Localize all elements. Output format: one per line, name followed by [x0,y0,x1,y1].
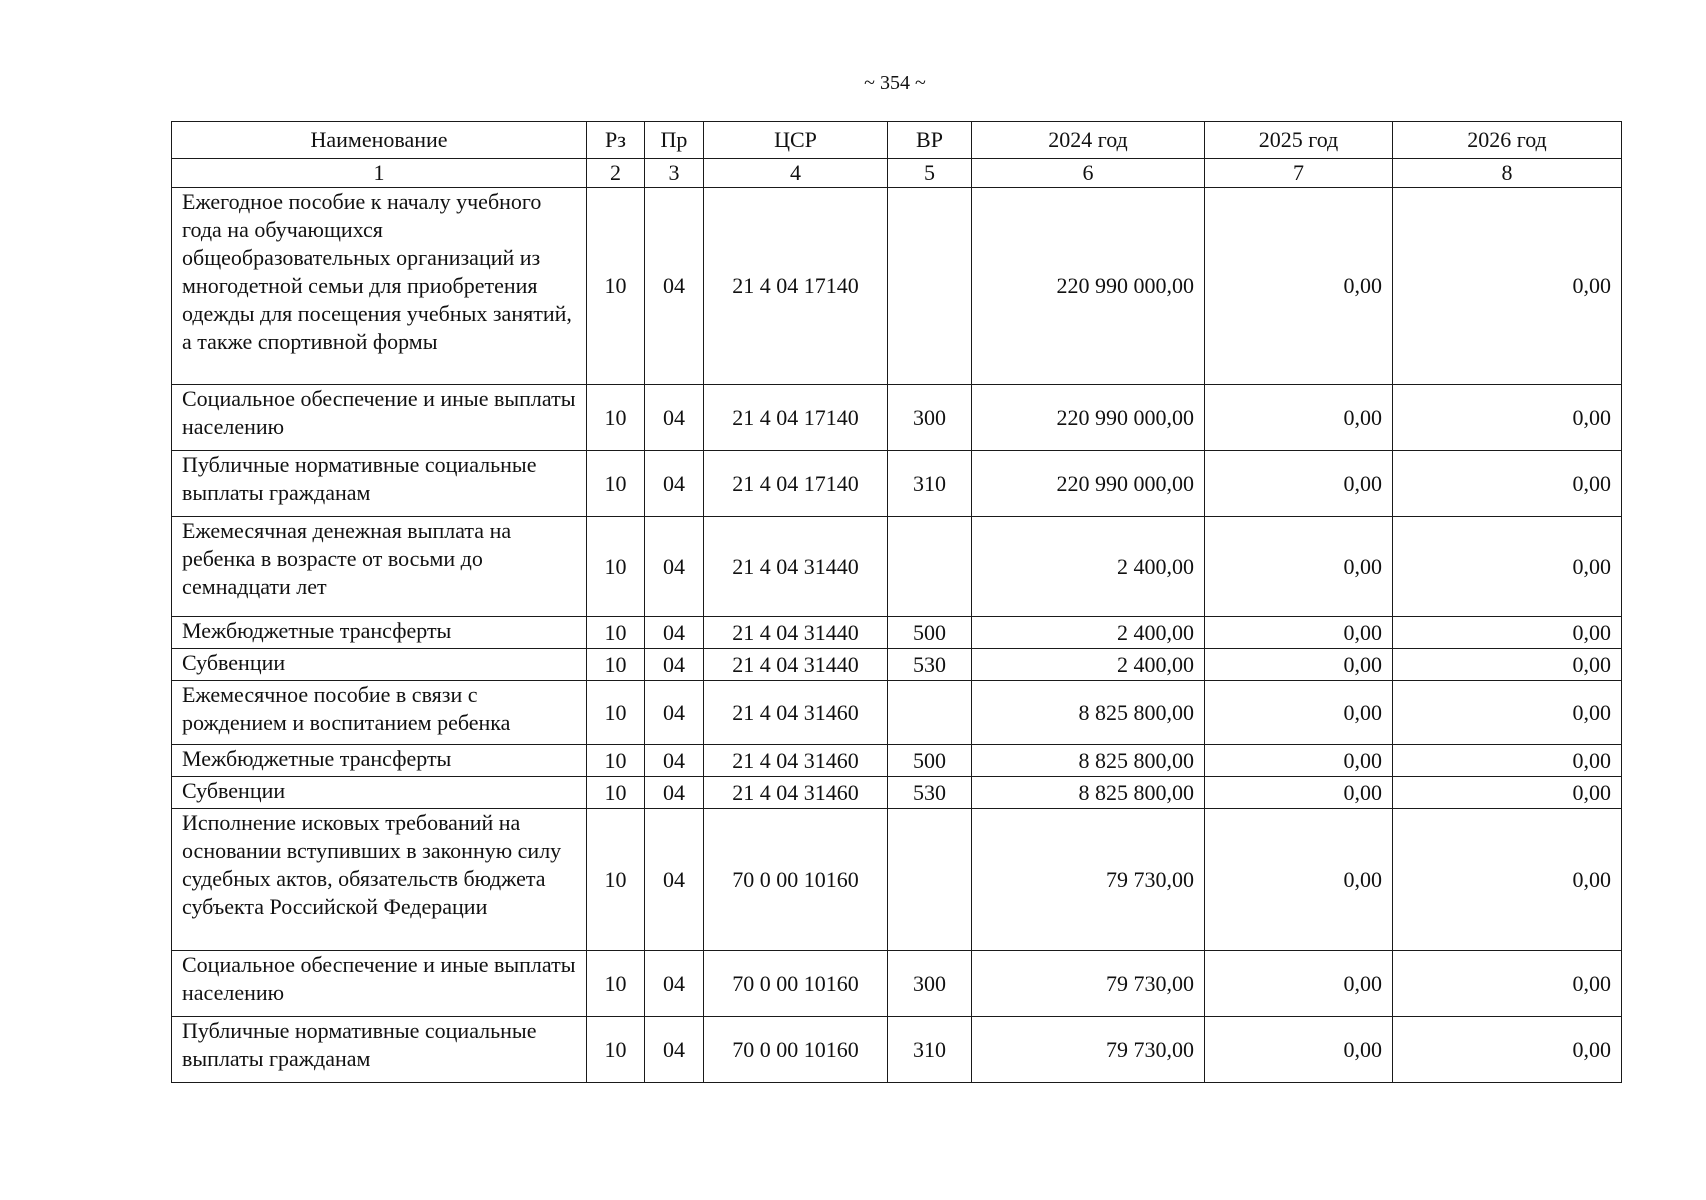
row-2024: 2 400,00 [972,649,1205,681]
row-2025: 0,00 [1205,385,1393,451]
row-rz: 10 [587,777,645,809]
row-name: Публичные нормативные социальные выплаты гражданам [172,451,587,517]
row-pr: 04 [645,188,704,385]
table-row [172,385,1622,451]
row-2026: 0,00 [1393,385,1622,451]
row-2026: 0,00 [1393,951,1622,1017]
row-2025: 0,00 [1205,745,1393,777]
row-pr: 04 [645,1017,704,1083]
column-number: 6 [972,159,1205,188]
row-csr: 21 4 04 31460 [704,681,888,745]
column-number: 3 [645,159,704,188]
row-pr: 04 [645,777,704,809]
row-rz: 10 [587,617,645,649]
table-row [172,517,1622,617]
row-2026: 0,00 [1393,649,1622,681]
row-vr: 310 [888,451,972,517]
header-name: Наименование [172,122,587,159]
row-csr: 21 4 04 31440 [704,517,888,617]
row-2026: 0,00 [1393,188,1622,385]
row-vr [888,809,972,951]
row-csr: 70 0 00 10160 [704,809,888,951]
row-rz: 10 [587,649,645,681]
row-vr: 310 [888,1017,972,1083]
row-2025: 0,00 [1205,188,1393,385]
header-2026: 2026 год [1393,122,1622,159]
row-rz: 10 [587,385,645,451]
row-2024: 220 990 000,00 [972,451,1205,517]
table-row [172,951,1622,1017]
column-number: 2 [587,159,645,188]
row-2026: 0,00 [1393,745,1622,777]
row-rz: 10 [587,451,645,517]
table-row [172,777,1622,809]
column-number: 4 [704,159,888,188]
row-pr: 04 [645,809,704,951]
table-row [172,451,1622,517]
row-vr: 530 [888,777,972,809]
row-rz: 10 [587,681,645,745]
row-vr: 500 [888,745,972,777]
row-csr: 21 4 04 17140 [704,385,888,451]
row-name: Субвенции [172,777,587,809]
row-2026: 0,00 [1393,777,1622,809]
page-number: ~ 354 ~ [864,72,926,94]
row-2026: 0,00 [1393,517,1622,617]
row-2025: 0,00 [1205,951,1393,1017]
row-pr: 04 [645,649,704,681]
header-rz: Рз [587,122,645,159]
row-name: Социальное обеспечение и иные выплаты населению [172,385,587,451]
row-name: Ежегодное пособие к началу учебного года на обучающихся общеобразовательных организаций из многодетной семьи для приобретения одежды для посещения учебных занятий, а также спортивной формы [172,188,587,385]
row-pr: 04 [645,385,704,451]
row-2026: 0,00 [1393,451,1622,517]
row-2024: 8 825 800,00 [972,777,1205,809]
row-2025: 0,00 [1205,451,1393,517]
column-number: 7 [1205,159,1393,188]
row-2025: 0,00 [1205,777,1393,809]
row-rz: 10 [587,517,645,617]
row-vr [888,681,972,745]
row-vr: 300 [888,951,972,1017]
row-2025: 0,00 [1205,681,1393,745]
row-csr: 70 0 00 10160 [704,951,888,1017]
row-name: Межбюджетные трансферты [172,617,587,649]
row-csr: 21 4 04 17140 [704,451,888,517]
row-pr: 04 [645,517,704,617]
row-2024: 2 400,00 [972,517,1205,617]
row-vr: 300 [888,385,972,451]
row-rz: 10 [587,745,645,777]
row-pr: 04 [645,951,704,1017]
row-2024: 79 730,00 [972,809,1205,951]
table-row [172,617,1622,649]
row-2024: 2 400,00 [972,617,1205,649]
row-rz: 10 [587,188,645,385]
row-pr: 04 [645,745,704,777]
row-2026: 0,00 [1393,617,1622,649]
row-name: Межбюджетные трансферты [172,745,587,777]
row-csr: 21 4 04 31440 [704,617,888,649]
budget-table [171,121,1622,1083]
row-csr: 21 4 04 31440 [704,649,888,681]
row-csr: 70 0 00 10160 [704,1017,888,1083]
row-name: Субвенции [172,649,587,681]
row-name: Ежемесячная денежная выплата на ребенка в возрасте от восьми до семнадцати лет [172,517,587,617]
row-2025: 0,00 [1205,809,1393,951]
row-rz: 10 [587,1017,645,1083]
row-2025: 0,00 [1205,617,1393,649]
row-2025: 0,00 [1205,1017,1393,1083]
table-row [172,188,1622,385]
header-pr: Пр [645,122,704,159]
row-pr: 04 [645,451,704,517]
row-name: Исполнение исковых требований на основании вступивших в законную силу судебных актов, обязательств бюджета субъекта Российской Федерации [172,809,587,951]
column-number-row [172,159,1622,188]
row-2024: 220 990 000,00 [972,188,1205,385]
row-2024: 8 825 800,00 [972,745,1205,777]
row-2024: 220 990 000,00 [972,385,1205,451]
row-2026: 0,00 [1393,681,1622,745]
row-2026: 0,00 [1393,1017,1622,1083]
header-vr: ВР [888,122,972,159]
header-csr: ЦСР [704,122,888,159]
row-2025: 0,00 [1205,517,1393,617]
row-vr [888,188,972,385]
row-2025: 0,00 [1205,649,1393,681]
row-vr [888,517,972,617]
row-rz: 10 [587,809,645,951]
header-2024: 2024 год [972,122,1205,159]
row-pr: 04 [645,617,704,649]
table-row [172,1017,1622,1083]
header-2025: 2025 год [1205,122,1393,159]
table-row [172,681,1622,745]
row-rz: 10 [587,951,645,1017]
row-2024: 79 730,00 [972,951,1205,1017]
row-name: Социальное обеспечение и иные выплаты населению [172,951,587,1017]
table-row [172,809,1622,951]
row-name: Ежемесячное пособие в связи с рождением и воспитанием ребенка [172,681,587,745]
row-vr: 530 [888,649,972,681]
row-2026: 0,00 [1393,809,1622,951]
row-2024: 79 730,00 [972,1017,1205,1083]
table-header-row [172,122,1622,159]
table-row [172,649,1622,681]
column-number: 5 [888,159,972,188]
row-vr: 500 [888,617,972,649]
row-pr: 04 [645,681,704,745]
column-number: 8 [1393,159,1622,188]
row-2024: 8 825 800,00 [972,681,1205,745]
row-csr: 21 4 04 31460 [704,745,888,777]
row-name: Публичные нормативные социальные выплаты гражданам [172,1017,587,1083]
row-csr: 21 4 04 17140 [704,188,888,385]
table-row [172,745,1622,777]
row-csr: 21 4 04 31460 [704,777,888,809]
column-number: 1 [172,159,587,188]
